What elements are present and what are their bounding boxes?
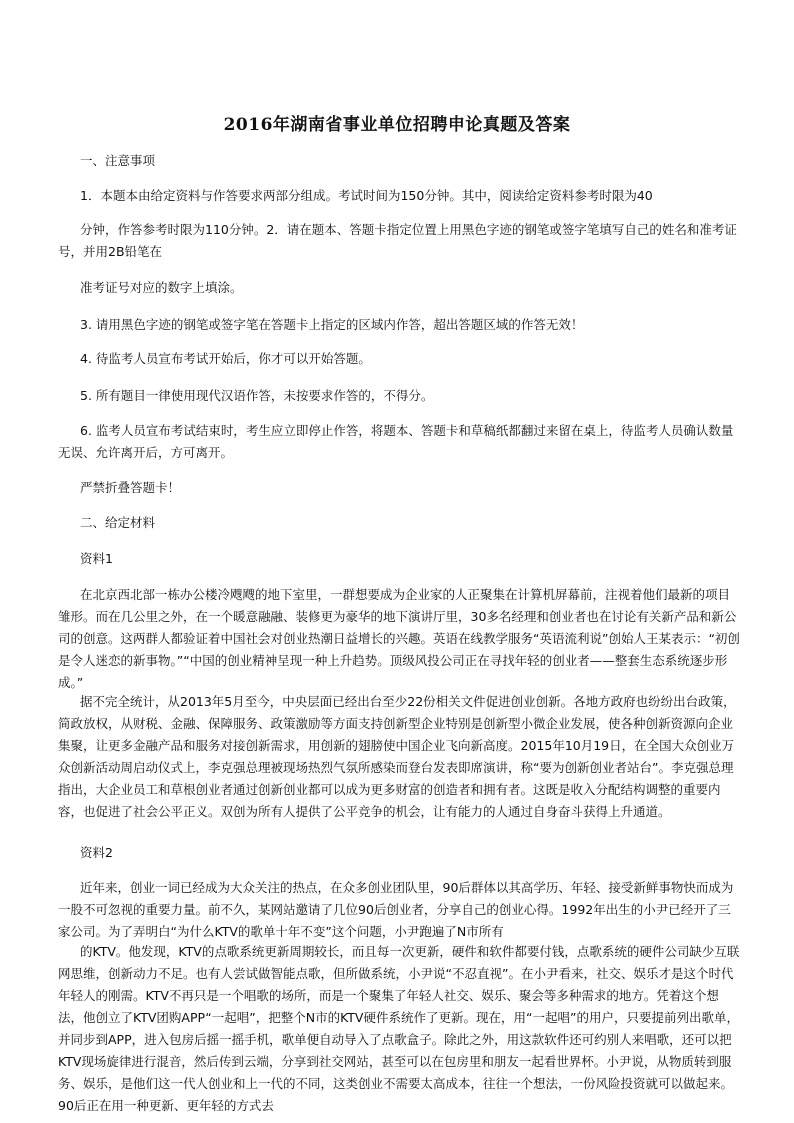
note-1-line-2: 分钟，作答参考时限为110分钟。2．请在题本、答题卡指定位置上用黑色字迹的钢笔或签字笔填写自己的姓名和准考证号，并用2B铅笔在 xyxy=(58,222,737,259)
note-3: 3. 请用黑色字迹的钢笔或签字笔在答题卡上指定的区域内作答，超出答题区域的作答无效！ xyxy=(80,317,584,332)
section-heading-notes: 一、注意事项 xyxy=(80,153,156,168)
note-1-line-1: 1．本题本由给定资料与作答要求两部分组成。考试时间为150分钟。其中，阅读给定资料参考时限为40 xyxy=(80,188,653,203)
material-1-label: 资料1 xyxy=(80,551,113,566)
section-heading-materials: 二、给定材料 xyxy=(80,515,156,530)
material-2-label: 资料2 xyxy=(80,845,113,860)
note-4: 4. 待监考人员宣布考试开始后，你才可以开始答题。 xyxy=(80,351,371,366)
note-6: 6. 监考人员宣布考试结束时，考生应立即停止作答，将题本、答题卡和草稿纸都翻过来留在桌上，待监考人员确认数量无误、允许离开后，方可离开。 xyxy=(58,423,734,460)
material-1-paragraph-1: 在北京西北部一栋办公楼冷飕飕的地下室里，一群想要成为企业家的人正聚集在计算机屏幕前，注视着他们最新的项目雏形。而在几公里之外，在一个暖意融融、装修更为豪华的地下演讲厅里，30多名经理和创业者也在讨论有关新产品和新公司的创意。这两群人都验证着中国社会对创业热潮日益增长的兴趣。英语在线教学服务“英语流利说”创始人王某表示：“初创是令人迷恋的新事物。”“中国的创业精神呈现一种上升趋势。顶级风投公司正在寻找年轻的创业者——整套生态系统逐步形成。” xyxy=(58,587,740,690)
document-title: 2016年湖南省事业单位招聘申论真题及答案 xyxy=(223,115,571,135)
warning-text: 严禁折叠答题卡！ xyxy=(80,480,181,495)
material-1-paragraph-2: 据不完全统计，从2013年5月至今，中央层面已经出台至少22份相关文件促进创业创新。各地方政府也纷纷出台政策，简政放权，从财税、金融、保障服务、政策激励等方面支持创新型企业特别是创新型小微企业发展，使各种创新资源向企业集聚，让更多金融产品和服务对接创新需求，用创新的翅膀使中国企业飞向新高度。2015年10月19日，在全国大众创业万众创新活动周启动仪式上，李克强总理被现场热烈气氛所感染而登台发表即席演讲，称“要为创新创业者站台”。李克强总理指出，大企业员工和草根创业者通过创新创业都可以成为更多财富的创造者和拥有者。这既是收入分配结构调整的重要内容，也促进了社会公平正义。双创为所有人提供了公平竞争的机会，让有能力的人通过自身奋斗获得上升通道。 xyxy=(58,694,736,819)
note-5: 5. 所有题目一律使用现代汉语作答，未按要求作答的，不得分。 xyxy=(80,388,434,403)
note-1-line-3: 准考证号对应的数字上填涂。 xyxy=(80,280,243,295)
material-2-paragraph-2: 的KTV。他发现，KTV的点歌系统更新周期较长，而且每一次更新，硬件和软件都要付钱，点歌系统的硬件公司缺少互联网思维，创新动力不足。也有人尝试做智能点歌，但所做系统，小尹说“不忍直视”。在小尹看来，社交、娱乐才是这个时代年轻人的刚需。KTV不再只是一个唱歌的场所，而是一个聚集了年轻人社交、娱乐、聚会等多种需求的地方。凭着这个想法，他创立了KTV团购APP“一起唱”，把整个N市的KTV硬件系统作了更新。现在，用“一起唱”的用户，只要提前列出歌单，并同步到APP，进入包房后摇一摇手机，歌单便自动导入了点歌盒子。除此之外，用这款软件还可约别人来唱歌，还可以把KTV现场旋律进行混音，然后传到云端，分享到社交网站，甚至可以在包房里和朋友一起看世界杯。小尹说，从物质转到服务、娱乐，是他们这一代人创业和上一代的不同，这类创业不需要太高成本，往往一个想法，一份风险投资就可以做起来。90后正在用一种更新、更年轻的方式去 xyxy=(58,944,740,1113)
material-2-paragraph-1: 近年来，创业一词已经成为大众关注的热点，在众多创业团队里，90后群体以其高学历、年轻、接受新鲜事物快而成为一股不可忽视的重要力量。前不久，某网站邀请了几位90后创业者，分享自己的创业心得。1992年出生的小尹已经开了三家公司。为了弄明白“为什么KTV的歌单十年不变”这个问题，小尹跑遍了N市所有 xyxy=(58,880,734,939)
